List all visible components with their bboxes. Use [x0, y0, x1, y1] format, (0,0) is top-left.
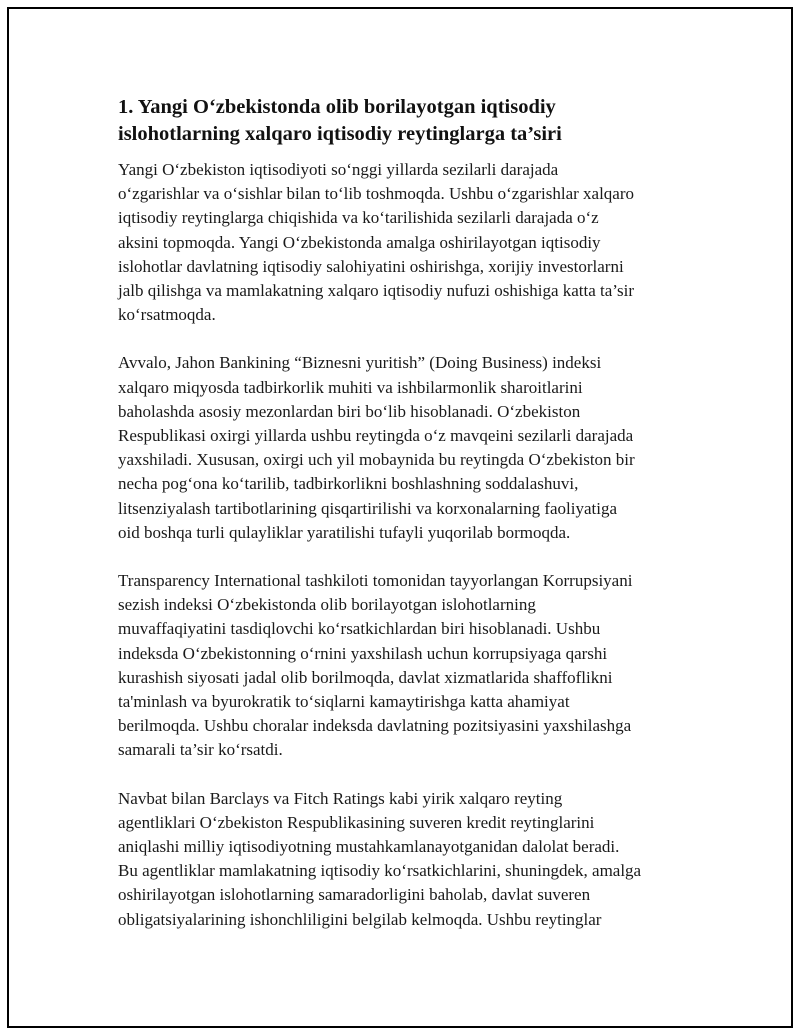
text-line: islohotlar davlatning iqtisodiy salohiyatini oshirishga, xorijiy investorlarni [118, 256, 624, 276]
text-line: Yangi O‘zbekiston iqtisodiyoti so‘nggi yillarda sezilarli darajada [118, 160, 559, 179]
text-line: samarali ta’sir ko‘rsatdi. [118, 740, 283, 760]
text-line: agentliklari O‘zbekiston Respublikasining suveren kredit reytinglarini [118, 812, 595, 832]
text-line: jalb qilishga va mamlakatning xalqaro iqtisodiy nufuzi oshishiga katta ta’sir [118, 281, 635, 301]
text-line: litsenziyalash tartibotlarining qisqartirilishi va korxonalarning faoliyatiga [118, 498, 618, 518]
text-line: o‘zgarishlar va o‘sishlar bilan to‘lib toshmoqda. Ushbu o‘zgarishlar xalqaro [118, 184, 635, 204]
paragraph-intro [118, 158, 698, 327]
text-line: oshirilayotgan islohotlarning samaradorligini baholab, davlat suveren [118, 885, 591, 905]
document-body [118, 94, 698, 956]
text-line: Respublikasi oxirgi yillarda ushbu reytingda o‘z mavqeini sezilarli darajada [118, 426, 634, 446]
text-line: Bu agentliklar mamlakatning iqtisodiy ko‘rsatkichlarini, shuningdek, amalga [118, 861, 642, 881]
text-line: necha pog‘ona ko‘tarilib, tadbirkorlikni boshlashning soddalashuvi, [118, 474, 579, 494]
text-line: kurashish siyosati jadal olib borilmoqda, davlat xizmatlarida shaffoflikni [118, 667, 613, 687]
text-line: Navbat bilan Barclays va Fitch Ratings kabi yirik xalqaro reyting [118, 788, 563, 808]
text-line: baholashda asosiy mezonlardan biri bo‘lib hisoblanadi. O‘zbekiston [118, 401, 581, 421]
text-line: indeksda O‘zbekistonning o‘rnini yaxshilash uchun korrupsiyaga qarshi [118, 643, 608, 663]
section-heading [118, 94, 698, 148]
text-line: xalqaro miqyosda tadbirkorlik muhiti va ishbilarmonlik sharoitlarini [118, 377, 583, 397]
text-line: Transparency International tashkiloti tomonidan tayyorlangan Korrupsiyani [118, 571, 633, 591]
heading-line: islohotlarning xalqaro iqtisodiy reytinglarga ta’siri [118, 123, 562, 145]
text-line: oid boshqa turli qulayliklar yaratilishi tufayli yuqorilab bormoqda. [118, 522, 571, 542]
paragraph-doing-business [118, 351, 698, 545]
text-line: ko‘rsatmoqda. [118, 305, 216, 325]
text-line: ta'minlash va byurokratik to‘siqlarni kamaytirishga katta ahamiyat [118, 692, 570, 712]
paragraph-transparency [118, 569, 698, 763]
text-line: iqtisodiy reytinglarga chiqishida va ko‘tarilishida sezilarli darajada o‘z [118, 208, 599, 228]
text-line: Avvalo, Jahon Bankining “Biznesni yuritish” (Doing Business) indeksi [118, 353, 602, 373]
text-line: obligatsiyalarining ishonchliligini belgilab kelmoqda. Ushbu reytinglar [118, 909, 602, 929]
text-line: aniqlashi milliy iqtisodiyotning mustahkamlanayotganidan dalolat beradi. [118, 837, 620, 857]
text-line: muvaffaqiyatini tasdiqlovchi ko‘rsatkichlardan biri hisoblanadi. Ushbu [118, 619, 601, 639]
text-line: berilmoqda. Ushbu choralar indeksda davlatning pozitsiyasini yaxshilashga [118, 716, 632, 736]
text-line: aksini topmoqda. Yangi O‘zbekistonda amalga oshirilayotgan iqtisodiy [118, 232, 601, 252]
text-line: yaxshiladi. Xususan, oxirgi uch yil mobaynida bu reytingda O‘zbekiston bir [118, 450, 635, 470]
paragraph-credit-ratings [118, 787, 698, 932]
heading-line: 1. Yangi O‘zbekistonda olib borilayotgan iqtisodiy [118, 96, 556, 118]
text-line: sezish indeksi O‘zbekistonda olib borilayotgan islohotlarning [118, 595, 536, 615]
